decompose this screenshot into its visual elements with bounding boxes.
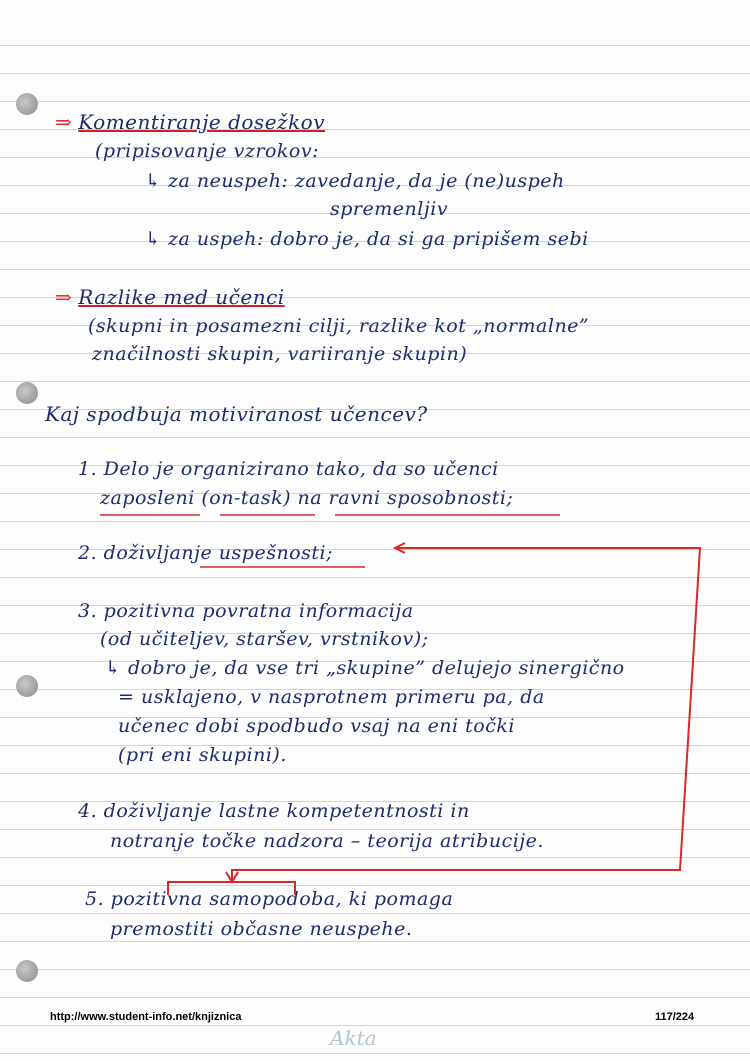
red-arrow-icon: ⇒ (55, 285, 73, 309)
heading-komentiranje: ⇒ Komentiranje dosežkov (55, 110, 326, 134)
list-item-3: 3. pozitivna povratna informacija (78, 600, 414, 622)
akta-logo: Akta (330, 1026, 377, 1050)
list-item-3-cont: učenec dobi spodbudo vsaj na eni točki (118, 715, 515, 737)
list-item-3-cont: (pri eni skupini). (118, 744, 287, 766)
list-item-5: 5. pozitivna samopodoba, ki pomaga (85, 888, 454, 910)
note-line: spremenljiv (330, 198, 449, 220)
note-line: ↳ za uspeh: dobro je, da si ga pripišem sebi (145, 228, 589, 250)
note-line: (skupni in posamezni cilji, razlike kot „normalne” (88, 315, 590, 337)
question-heading: Kaj spodbuja motiviranost učencev? (45, 402, 428, 426)
list-item-1-cont: zaposleni (on-task) na ravni sposobnosti; (100, 487, 514, 509)
list-item-3-cont: (od učiteljev, staršev, vrstnikov); (100, 628, 429, 650)
list-item-3-cont: ↳ dobro je, da vse tri „skupine” delujejo sinergično (105, 657, 625, 679)
heading-razlike: ⇒ Razlike med učenci (55, 285, 285, 309)
note-line: značilnosti skupin, variiranje skupin) (92, 343, 468, 365)
red-connector-arrow (232, 548, 700, 880)
list-item-1: 1. Delo je organizirano tako, da so učenci (78, 458, 499, 480)
list-item-2: 2. doživljanje uspešnosti; (78, 542, 333, 564)
list-item-4-cont: notranje točke nadzora – teorija atribucije. (110, 830, 544, 852)
list-item-5-cont: premostiti občasne neuspehe. (110, 918, 413, 940)
list-item-3-cont: = usklajeno, v nasprotnem primeru pa, da (118, 686, 545, 708)
list-item-4: 4. doživljanje lastne kompetentnosti in (78, 800, 470, 822)
note-line: (pripisovanje vzrokov: (95, 140, 319, 162)
note-line: ↳ za neuspeh: zavedanje, da je (ne)uspeh (145, 170, 565, 192)
footer-page-number: 117/224 (655, 1011, 695, 1023)
footer-url[interactable]: http://www.student-info.net/knjiznica (50, 1011, 242, 1023)
red-arrow-icon: ⇒ (55, 110, 73, 134)
red-bracket (168, 882, 295, 895)
